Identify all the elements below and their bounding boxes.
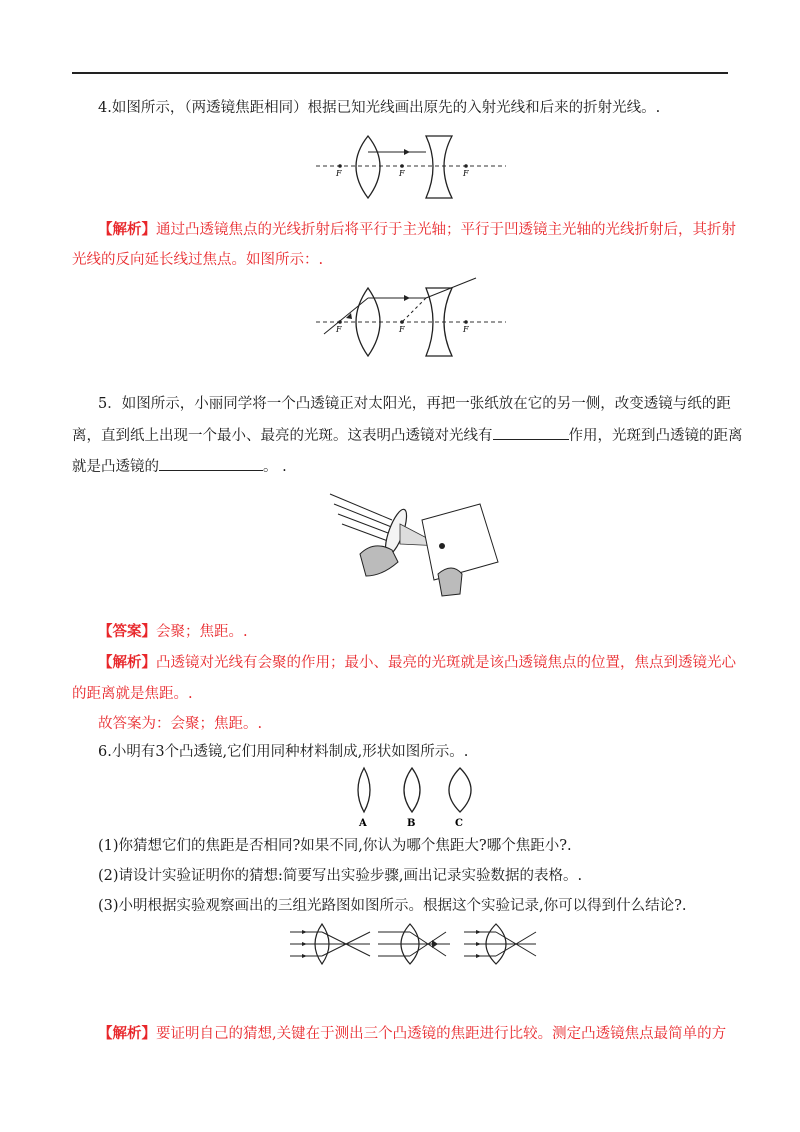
lens-label-a: A	[359, 818, 367, 829]
analysis-tag: 【解析】	[98, 1025, 156, 1042]
q6-analysis: 【解析】要证明自己的猜想,关键在于测出三个凸透镜的焦距进行比较。测定凸透镜焦点最简单的方	[98, 1025, 727, 1042]
q4-analysis-line2: 光线的反向延长线过焦点。如图所示：.	[72, 252, 324, 268]
focus-label: F	[336, 169, 342, 178]
analysis-tag: 【解析】	[98, 221, 156, 238]
q5-question-line2: 离，直到纸上出现一个最小、最亮的光斑。这表明凸透镜对光线有 作用，光斑到凸透镜的距离	[72, 425, 743, 446]
light-path-b	[378, 924, 450, 964]
answer-blank-1	[493, 425, 569, 440]
light-path-a	[290, 924, 370, 964]
focus-label: F	[399, 169, 405, 178]
focus-label: F	[463, 325, 469, 334]
q6-three-lenses-figure	[354, 766, 494, 829]
q6-subquestion-2: (2)请设计实验证明你的猜想:简要写出实验步骤,画出记录实验数据的表格。.	[98, 868, 583, 884]
q5-question-line3: 就是凸透镜的 。 .	[72, 456, 287, 477]
focus-label: F	[399, 325, 405, 334]
lens-label-c: C	[455, 818, 463, 829]
q6-subquestion-3: (3)小明根据实验观察画出的三组光路图如图所示。根据这个实验记录,你可以得到什么结论?.	[98, 898, 687, 914]
q5-question-line1: 5．如图所示，小丽同学将一个凸透镜正对太阳光，再把一张纸放在它的另一侧，改变透镜与纸的距	[98, 396, 731, 412]
focus-label: F	[463, 169, 469, 178]
q5-final-answer: 故答案为：会聚；焦距。.	[98, 716, 263, 732]
q4-lens-diagram	[316, 134, 526, 204]
answer-blank-2	[159, 456, 263, 471]
q5-analysis-line2: 的距离就是焦距。.	[72, 686, 193, 702]
q5-sunlight-lens-figure	[330, 484, 510, 604]
focus-label: F	[336, 325, 342, 334]
analysis-tag: 【解析】	[98, 654, 156, 671]
lens-label-b: B	[407, 818, 416, 829]
q6-subquestion-1: (1)你猜想它们的焦距是否相同?如果不同,你认为哪个焦距大?哪个焦距小?.	[98, 838, 572, 854]
header-rule	[72, 72, 728, 74]
q5-answer: 【答案】会聚；焦距。.	[98, 623, 248, 640]
q6-question: 6.小明有3个凸透镜,它们用同种材料制成,形状如图所示。.	[98, 744, 469, 760]
q5-analysis-line1: 【解析】凸透镜对光线有会聚的作用；最小、最亮的光斑就是该凸透镜焦点的位置，焦点到透镜光心	[98, 654, 736, 671]
light-path-c	[464, 924, 536, 964]
q4-question: 4.如图所示，（两透镜焦距相同）根据已知光线画出原先的入射光线和后来的折射光线。.	[98, 100, 661, 116]
answer-tag: 【答案】	[98, 623, 156, 640]
q6-light-path-figure	[290, 922, 550, 972]
q4-analysis-line1: 【解析】通过凸透镜焦点的光线折射后将平行于主光轴；平行于凹透镜主光轴的光线折射后，其折射	[98, 221, 736, 238]
q4-solution-diagram	[316, 282, 526, 362]
